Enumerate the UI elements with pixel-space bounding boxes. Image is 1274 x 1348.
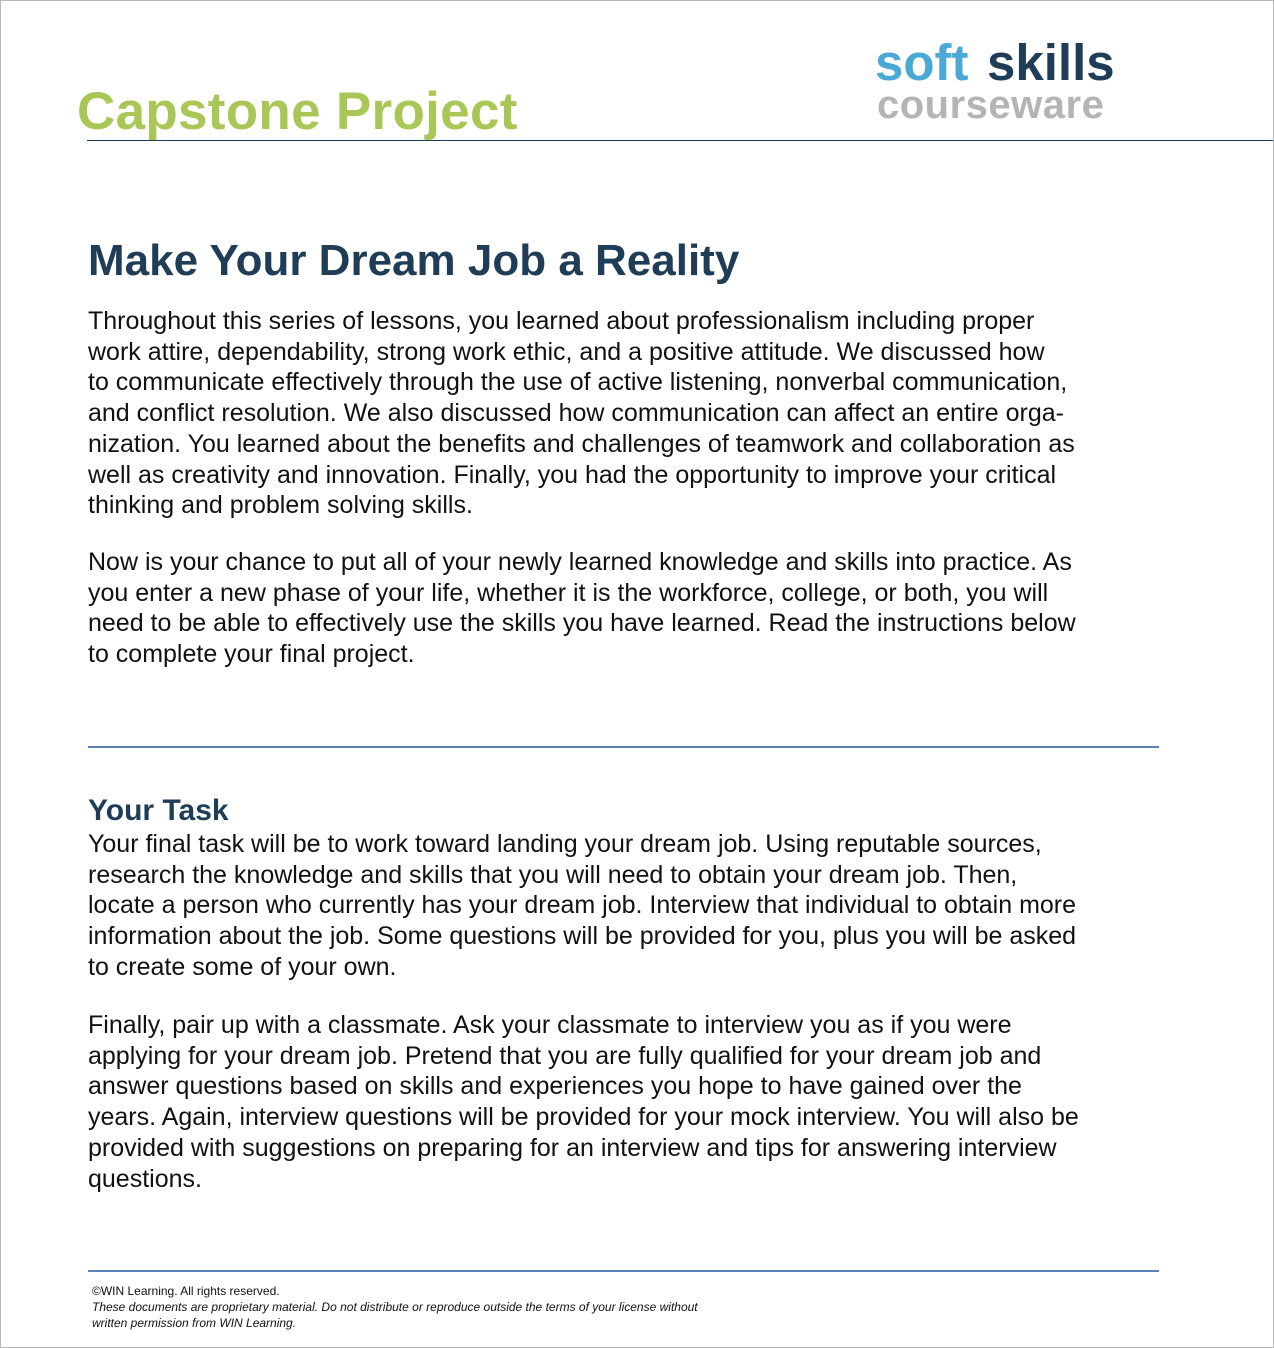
- text-line: need to be able to effectively use the skills you have learned. Read the instructions below: [88, 609, 1076, 638]
- text-line: nization. You learned about the benefits and challenges of teamwork and collaboration as: [88, 429, 1075, 458]
- page-header-title: Capstone Project: [77, 82, 518, 141]
- text-line: to create some of your own.: [88, 952, 397, 981]
- footer-divider: [88, 1270, 1159, 1272]
- task-paragraph-1: [88, 829, 1178, 983]
- logo-soft-text: soft: [875, 34, 969, 91]
- text-line: to complete your final project.: [88, 640, 415, 669]
- intro-paragraph-2: [88, 547, 1178, 670]
- text-line: answer questions based on skills and experiences you hope to have gained over the: [88, 1072, 1022, 1101]
- intro-paragraph-1: [88, 306, 1178, 521]
- text-line: Your final task will be to work toward landing your dream job. Using reputable sources,: [88, 830, 1042, 858]
- text-line: and conflict resolution. We also discussed how communication can affect an entire orga-: [88, 399, 1064, 428]
- main-heading: Make Your Dream Job a Reality: [88, 236, 740, 285]
- text-line: Finally, pair up with a classmate. Ask your classmate to interview you as if you were: [88, 1011, 1012, 1039]
- text-line: locate a person who currently has your dream job. Interview that individual to obtain more: [88, 891, 1077, 920]
- text-line: applying for your dream job. Pretend that you are fully qualified for your dream job and: [88, 1041, 1042, 1070]
- text-line: to communicate effectively through the use of active listening, nonverbal communication,: [88, 368, 1068, 397]
- logo-courseware-text: courseware: [877, 83, 1105, 127]
- header-divider: [87, 140, 1273, 141]
- text-line: years. Again, interview questions will be provided for your mock interview. You will also be: [88, 1103, 1079, 1132]
- text-line: well as creativity and innovation. Finally, you had the opportunity to improve your critical: [88, 460, 1057, 489]
- footer-notice-line: written permission from WIN Learning.: [92, 1315, 297, 1330]
- text-line: Throughout this series of lessons, you learned about professionalism including proper: [88, 307, 1035, 335]
- softskills-courseware-logo: [875, 34, 1145, 129]
- footer-license-notice: [92, 1300, 698, 1331]
- text-line: research the knowledge and skills that you will need to obtain your dream job. Then,: [88, 860, 1018, 889]
- text-line: information about the job. Some questions will be provided for you, plus you will be asked: [88, 922, 1077, 951]
- footer-copyright: ©WIN Learning. All rights reserved.: [92, 1284, 280, 1298]
- text-line: questions.: [88, 1164, 202, 1193]
- text-line: you enter a new phase of your life, whether it is the workforce, college, or both, you will: [88, 578, 1049, 607]
- text-line: Now is your chance to put all of your newly learned knowledge and skills into practice. As: [88, 548, 1072, 576]
- text-line: provided with suggestions on preparing for an interview and tips for answering interview: [88, 1133, 1057, 1162]
- section-divider: [88, 746, 1159, 748]
- task-heading: Your Task: [88, 794, 229, 827]
- text-line: thinking and problem solving skills.: [88, 491, 473, 520]
- logo-skills-text: skills: [987, 34, 1115, 91]
- text-line: work attire, dependability, strong work ethic, and a positive attitude. We discussed how: [88, 337, 1045, 366]
- footer-notice-line: These documents are proprietary material. Do not distribute or reproduce outside the terms of your license without: [92, 1300, 698, 1314]
- task-paragraph-2: [88, 1010, 1178, 1194]
